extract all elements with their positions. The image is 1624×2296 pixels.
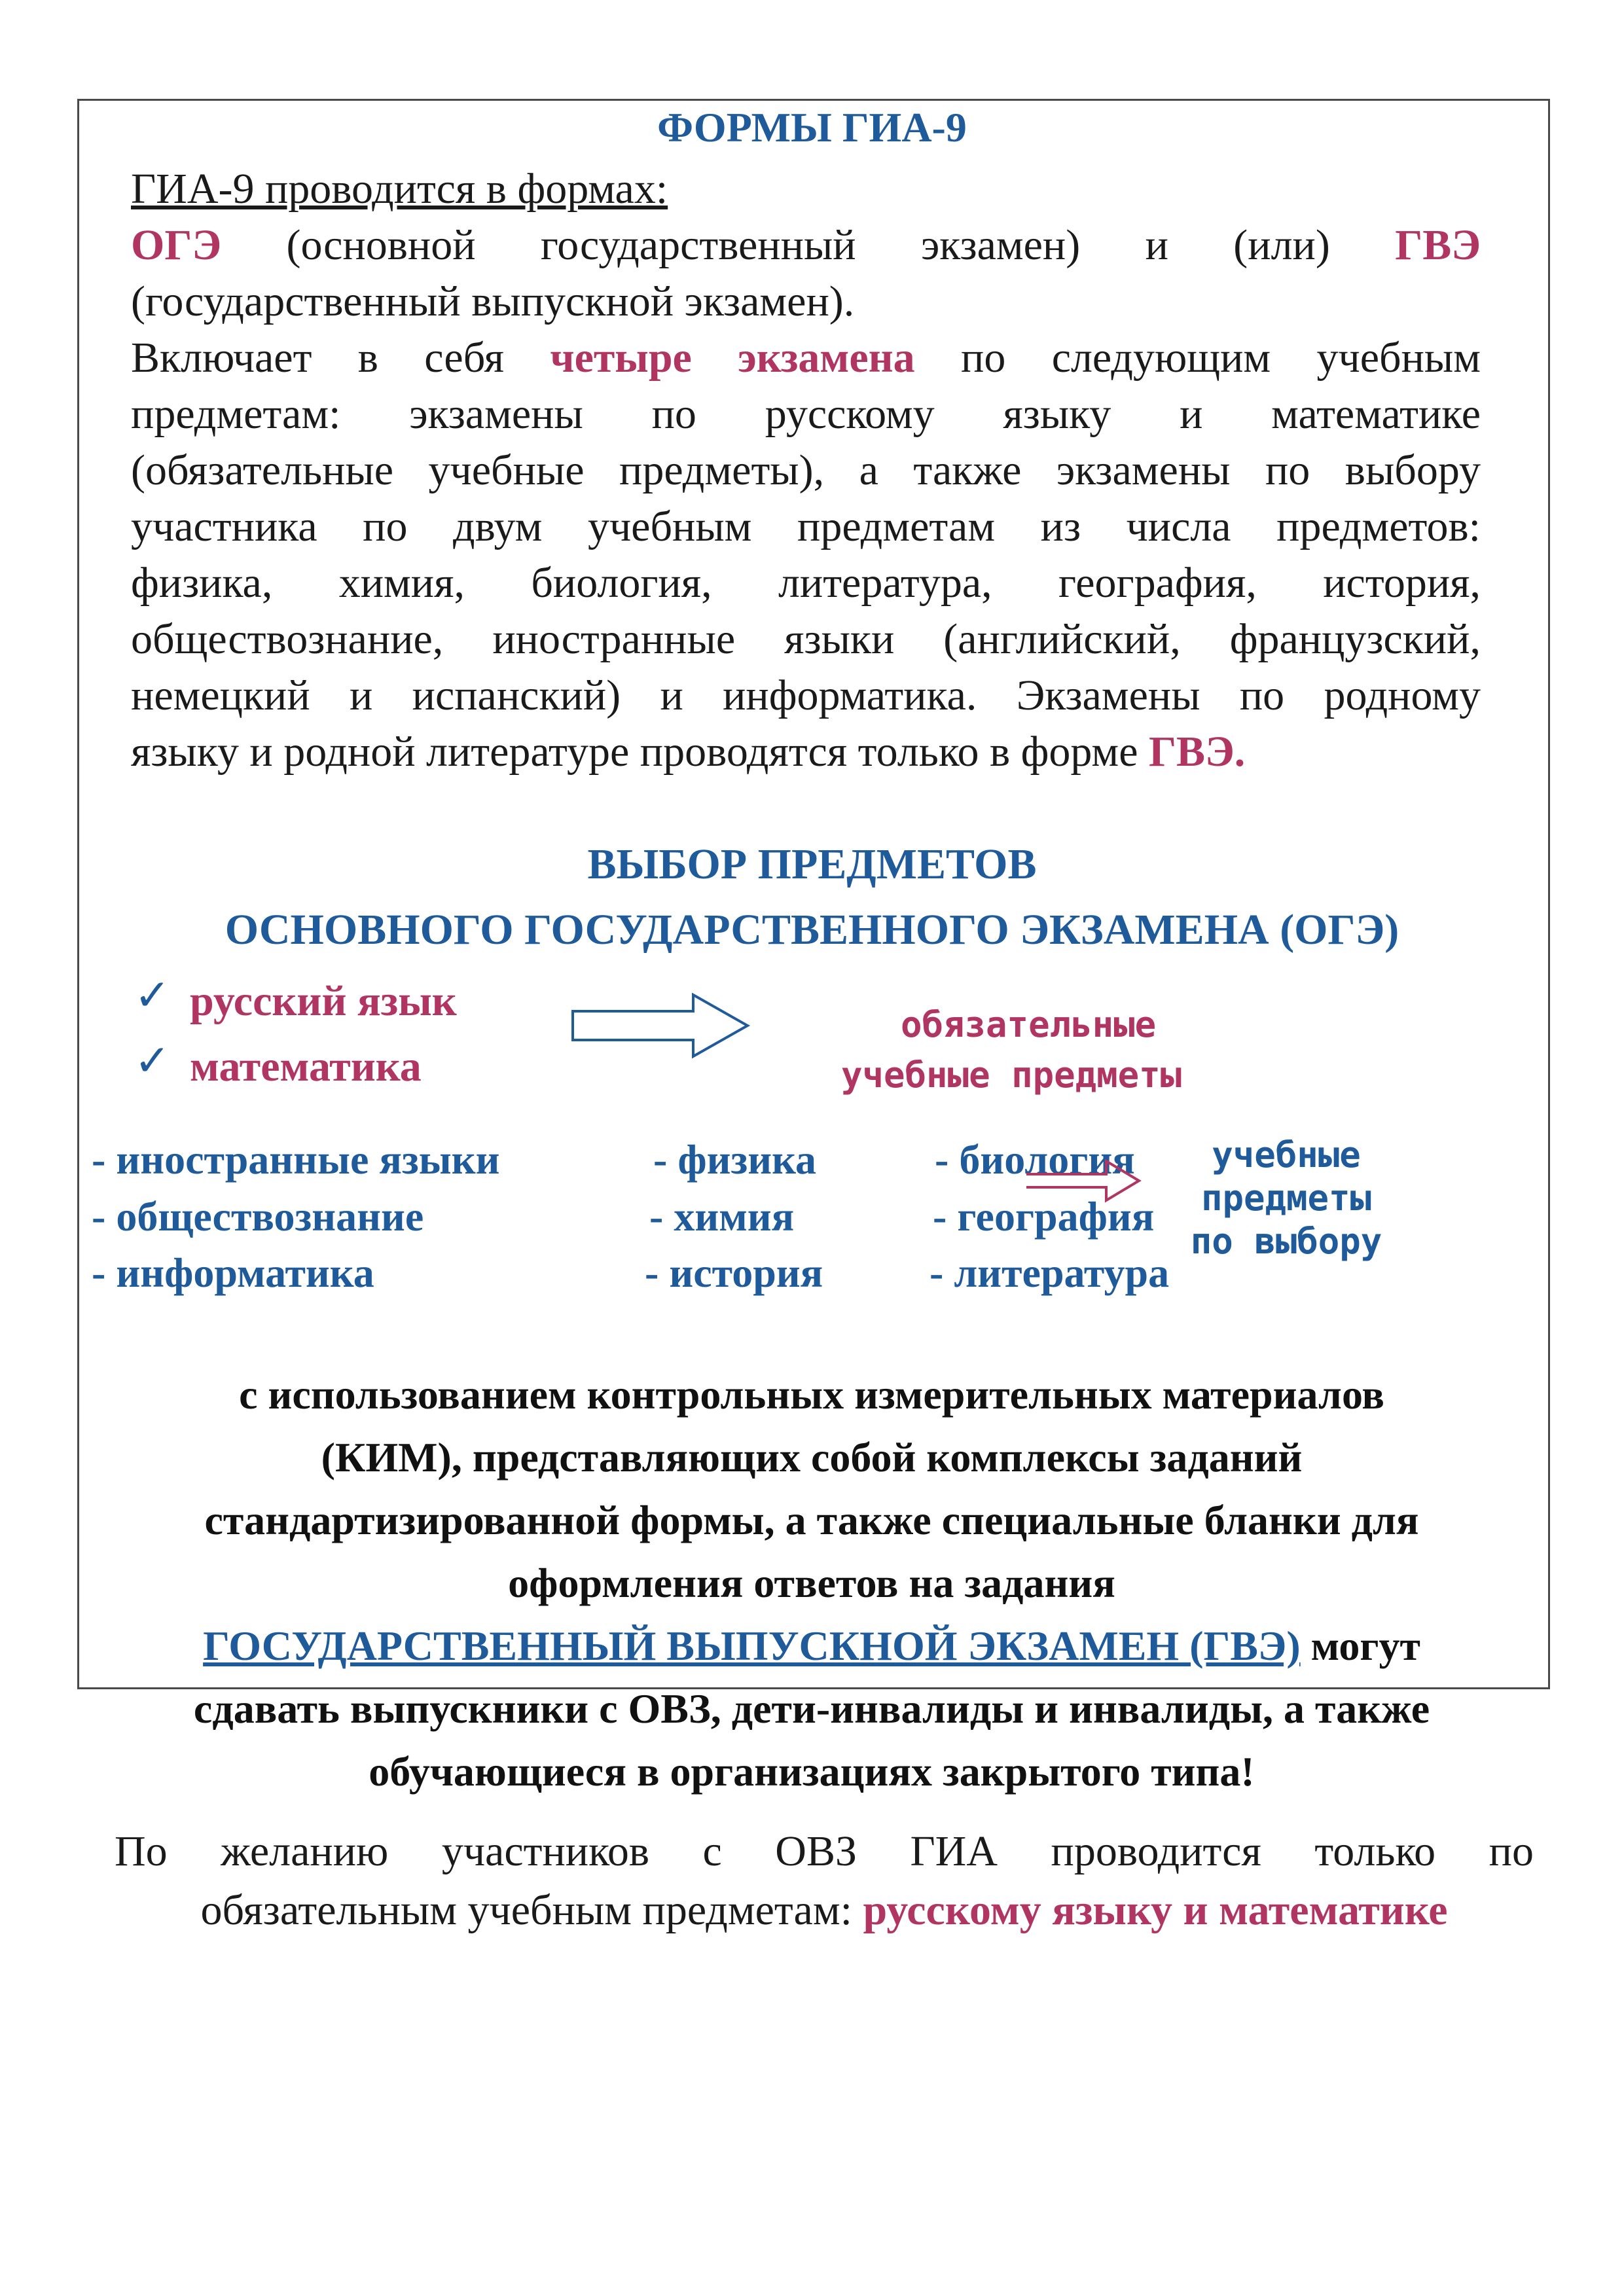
final-line-1: По желанию участников с ОВЗ ГИА проводится только по xyxy=(115,1827,1534,1875)
required-label-line2: учебные предметы xyxy=(841,1054,1182,1096)
includes-post: по следующим учебным xyxy=(961,334,1481,382)
forms-line: предметам: экзамены по русскому языку и математике xyxy=(131,390,1481,438)
forms-title: ФОРМЫ ГИА-9 xyxy=(657,104,967,151)
elective-subject: - литература xyxy=(929,1249,1170,1296)
final-line-2: обязательным учебным предметам: xyxy=(200,1886,852,1934)
oge-abbr: ОГЭ xyxy=(131,221,222,269)
checkmark-icon: ✓ xyxy=(134,970,171,1020)
forms-line: участника по двум учебным предметам из числа предметов: xyxy=(131,503,1481,550)
required-label-line1: обязательные xyxy=(901,1004,1157,1045)
kim-line: (КИМ), представляющих собой комплексы заданий xyxy=(321,1434,1303,1480)
elective-subject: - информатика xyxy=(92,1249,374,1296)
arrow-right-icon xyxy=(571,993,751,1058)
elective-subject: - химия xyxy=(649,1193,795,1240)
checkmark-icon: ✓ xyxy=(134,1035,171,1086)
elective-label-line: предметы xyxy=(1200,1177,1372,1219)
required-subject-russian: русский язык xyxy=(190,977,457,1025)
kim-paragraph xyxy=(98,1363,1525,1803)
elective-subject: - физика xyxy=(653,1136,816,1183)
gve-line: сдавать выпускники с ОВЗ, дети-инвалиды и инвалиды, а также xyxy=(193,1685,1430,1732)
choice-title-2: ОСНОВНОГО ГОСУДАРСТВЕННОГО ЭКЗАМЕНА (ОГЭ) xyxy=(225,906,1399,954)
gve-abbr: ГВЭ xyxy=(1395,221,1481,269)
forms-intro: ГИА-9 проводится в формах: xyxy=(131,165,668,213)
gve-only: ГВЭ. xyxy=(1149,728,1246,776)
choice-title-1: ВЫБОР ПРЕДМЕТОВ xyxy=(587,840,1037,888)
kim-line: оформления ответов на задания xyxy=(508,1560,1115,1606)
forms-line: физика, химия, биология, литература, география, история, xyxy=(131,559,1481,607)
elective-label xyxy=(1165,1134,1407,1263)
gve-desc: (государственный выпускной экзамен). xyxy=(131,278,855,325)
final-paragraph xyxy=(115,1822,1534,1940)
gve-link[interactable]: ГОСУДАРСТВЕННЫЙ ВЫПУСКНОЙ ЭКЗАМЕН (ГВЭ) xyxy=(203,1623,1301,1669)
forms-line: обществознание, иностранные языки (английский, французский, xyxy=(131,615,1481,663)
elective-subject: - биология xyxy=(935,1136,1135,1183)
final-highlight: русскому языку и математике xyxy=(863,1886,1448,1934)
oge-desc: (основной государственный экзамен) и (или) xyxy=(286,221,1330,269)
elective-label-line: по выбору xyxy=(1190,1221,1382,1262)
forms-text xyxy=(131,161,1481,780)
includes-pre: Включает в себя xyxy=(131,334,504,382)
kim-line: с использованием контрольных измерительных материалов xyxy=(239,1371,1384,1418)
forms-last-line: языку и родной литературе проводятся только в форме xyxy=(131,728,1138,776)
elective-subject: - география xyxy=(933,1193,1155,1240)
elective-subject: - обществознание xyxy=(92,1193,424,1240)
elective-subject: - история xyxy=(645,1249,823,1296)
four-exams: четыре экзамена xyxy=(550,334,915,382)
arrow-right-icon xyxy=(1024,1158,1142,1204)
elective-subject: - иностранные языки xyxy=(92,1136,500,1183)
gve-line: обучающиеся в организациях закрытого типа! xyxy=(369,1748,1255,1795)
elective-label-line: учебные xyxy=(1212,1134,1361,1175)
gve-after: могут xyxy=(1310,1623,1420,1669)
required-subject-math: математика xyxy=(190,1043,422,1090)
forms-line: (обязательные учебные предметы), а также экзамены по выбору xyxy=(131,446,1481,494)
kim-line: стандартизированной формы, а также специальные бланки для xyxy=(204,1497,1419,1543)
forms-line: немецкий и испанский) и информатика. Экзамены по родному xyxy=(131,672,1481,719)
